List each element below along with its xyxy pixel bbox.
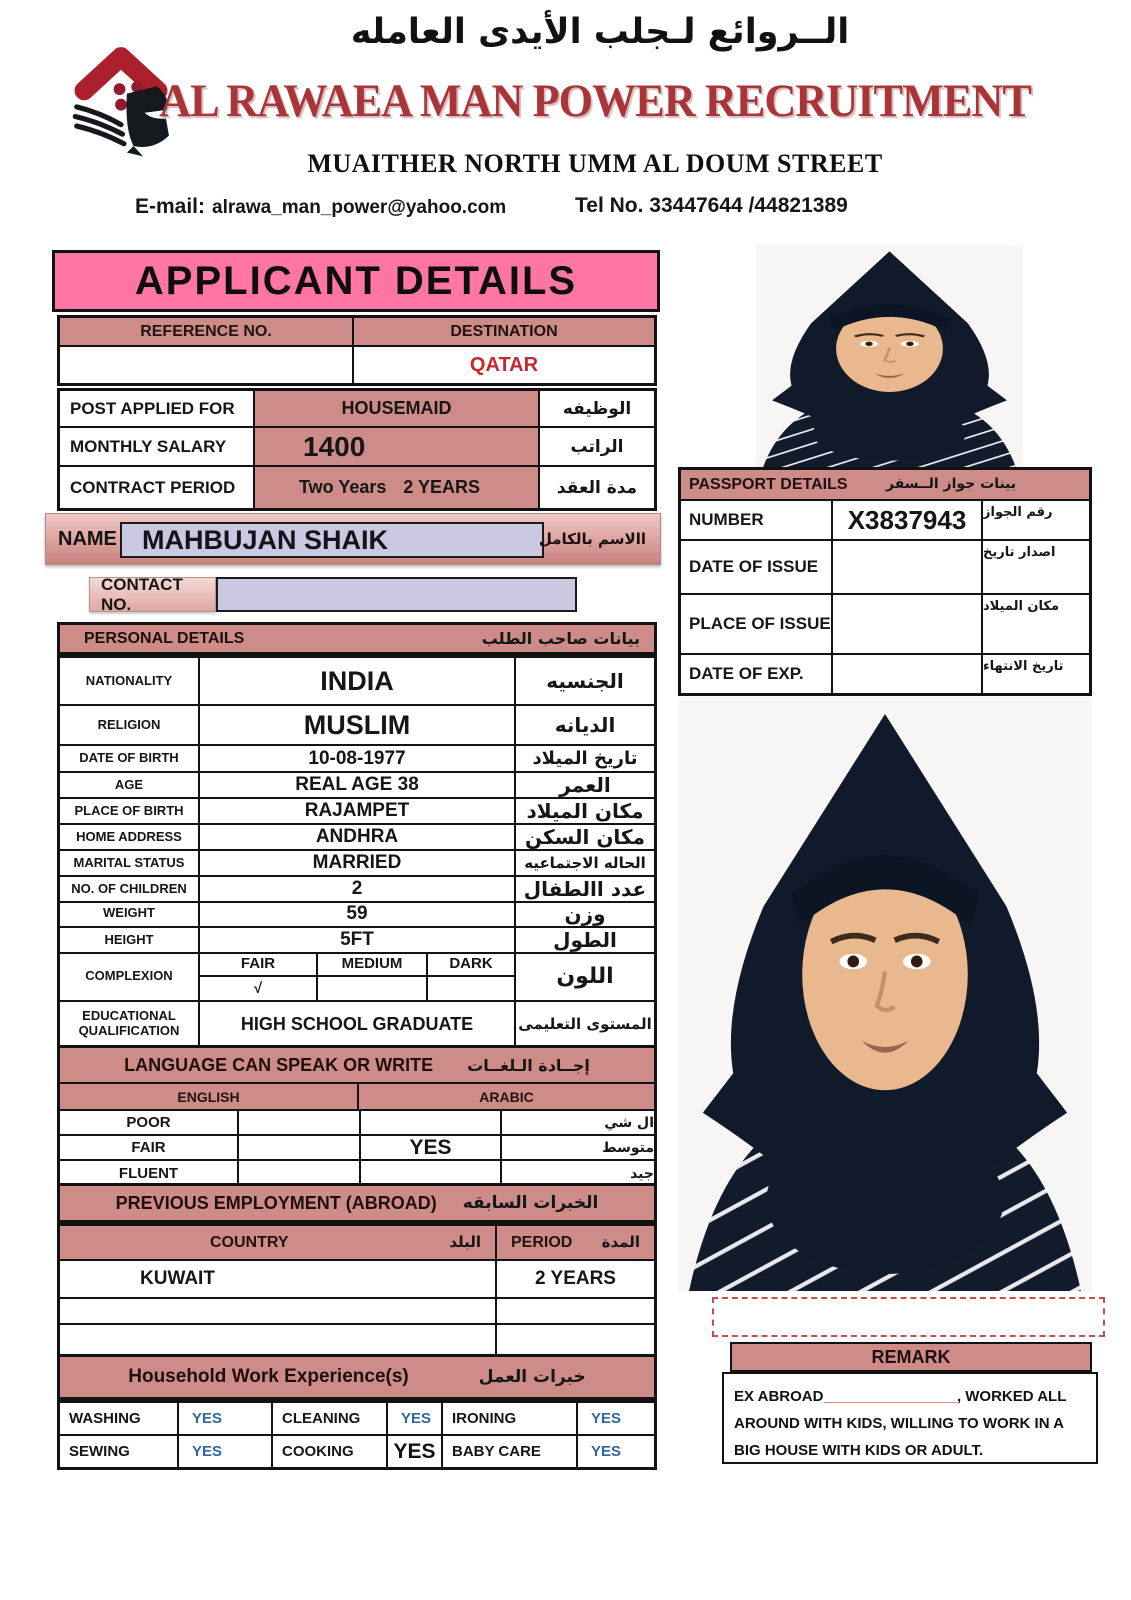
table-row [60, 825, 654, 851]
country-header-label: COUNTRY [210, 1234, 289, 1251]
date-of-exp-value [833, 655, 983, 693]
home-address-value: ANDHRA [200, 825, 516, 851]
passport-details-title-arabic: بينات جواز الــسفر [886, 476, 1017, 492]
contact-no-label: CONTACT NO. [89, 577, 216, 612]
height-arabic: الطول [516, 928, 654, 954]
period-header-arabic: المدة [601, 1233, 640, 1251]
contract-period-value [255, 467, 540, 508]
email-row [135, 195, 506, 219]
previous-employment-title-arabic: الخبرات السابقه [462, 1193, 599, 1213]
no-of-children-arabic: عدد االطفال [516, 877, 654, 903]
passport-row [681, 541, 1089, 595]
country-value [60, 1299, 497, 1325]
passport-row [681, 655, 1089, 693]
complexion-check-fair: √ [200, 977, 318, 1000]
arabic-column-header: ARABIC [359, 1084, 654, 1111]
period-header [497, 1226, 654, 1261]
home-address-arabic: مكان السكن [516, 825, 654, 851]
place-of-issue-value [833, 595, 983, 655]
place-of-issue-arabic: مكان الميلاد [983, 595, 1089, 655]
religion-value: MUSLIM [200, 706, 516, 746]
applicant-details-banner: APPLICANT DETAILS [52, 250, 660, 312]
date-of-issue-arabic: اصدار تاريخ [983, 541, 1089, 595]
sewing-label: SEWING [60, 1436, 179, 1467]
language-table-header [60, 1048, 654, 1084]
fluent-label: FLUENT [60, 1161, 239, 1186]
monthly-salary-value: 1400 [255, 428, 540, 467]
complexion-arabic: اللون [516, 952, 654, 1002]
baby-care-value: YES [591, 1443, 622, 1460]
religion-arabic: الديانه [516, 706, 654, 746]
age-value: REAL AGE 38 [200, 773, 516, 799]
country-value [60, 1325, 497, 1355]
applicant-portrait-icon [678, 697, 1092, 1291]
employment-row [60, 1325, 654, 1355]
complexion-row [60, 952, 654, 1002]
monthly-salary-arabic: الراتب [540, 428, 654, 467]
height-label: HEIGHT [60, 928, 200, 954]
marital-status-arabic: الحاله الاجتماعيه [516, 851, 654, 877]
cooking-label: COOKING [273, 1436, 388, 1467]
reference-no-header: REFERENCE NO. [60, 318, 354, 347]
table-row [60, 746, 654, 773]
remark-part2: , WORKED ALL AROUND WITH KIDS, WILLING TO WORK IN A BIG HOUSE WITH KIDS OR ADULT. [734, 1388, 1067, 1459]
household-work-title-arabic: خبرات العمل [478, 1367, 586, 1387]
date-of-issue-label: DATE OF ISSUE [681, 541, 833, 595]
country-header [60, 1226, 497, 1261]
baby-care-label: BABY CARE [443, 1436, 578, 1467]
cooking-value: YES [388, 1436, 443, 1467]
table-row [60, 928, 654, 952]
contract-period-arabic: مدة العقد [556, 477, 638, 498]
nationality-label: NATIONALITY [60, 658, 200, 706]
name-label-arabic: االاسم بالكامل [538, 530, 646, 548]
washing-label: WASHING [60, 1403, 179, 1436]
date-of-birth-label: DATE OF BIRTH [60, 746, 200, 773]
fair-english-value [239, 1136, 361, 1161]
no-of-children-label: NO. OF CHILDREN [60, 877, 200, 903]
nationality-value: INDIA [200, 658, 516, 706]
email-value: alrawa_man_power@yahoo.com [212, 197, 507, 218]
height-value: 5FT [200, 928, 516, 954]
education-row [60, 1002, 654, 1046]
cleaning-value: YES [388, 1403, 443, 1436]
contract-period-text: Two Years [299, 477, 387, 497]
table-row [60, 658, 654, 706]
fair-arabic-value: YES [361, 1136, 502, 1161]
company-name: AL RAWAEA MAN POWER RECRUITMENT [159, 75, 1031, 127]
remark-underline: ________________ [823, 1388, 957, 1405]
education-value: HIGH SCHOOL GRADUATE [200, 1002, 516, 1046]
fluent-arabic-label: جيد [630, 1165, 654, 1182]
place-of-birth-label: PLACE OF BIRTH [60, 799, 200, 825]
marital-status-value: MARRIED [200, 851, 516, 877]
personal-details-title-arabic: بيانات صاحب الطلب [481, 629, 640, 648]
ironing-label: IRONING [443, 1403, 578, 1436]
complexion-options [200, 952, 516, 1002]
period-value [497, 1299, 654, 1325]
remark-header: REMARK [730, 1342, 1092, 1372]
table-row [60, 851, 654, 877]
poor-label: POOR [60, 1111, 239, 1136]
passport-number-arabic: رقم الجواز [983, 501, 1089, 541]
household-work-header [57, 1354, 657, 1400]
destination-value: QATAR [469, 353, 539, 376]
complexion-option-medium: MEDIUM [318, 952, 428, 977]
home-address-label: HOME ADDRESS [60, 825, 200, 851]
passport-number-value: X3837943 [833, 501, 983, 541]
weight-value: 59 [200, 901, 516, 928]
post-applied-arabic: الوظيفه [540, 391, 654, 428]
complexion-option-dark: DARK [428, 952, 514, 977]
post-applied-table [57, 388, 657, 511]
date-of-exp-label: DATE OF EXP. [681, 655, 833, 693]
personal-details-title: PERSONAL DETAILS [84, 629, 245, 647]
email-label: E-mail: [135, 195, 206, 218]
complexion-check-medium [318, 977, 428, 1000]
applicant-photo-large [678, 697, 1092, 1291]
date-of-exp-arabic: تاريخ الانتهاء [983, 659, 1064, 674]
english-column-header: ENGLISH [60, 1084, 359, 1111]
marital-status-label: MARITAL STATUS [60, 851, 200, 877]
household-work-title: Household Work Experience(s) [128, 1366, 409, 1387]
period-value: 2 YEARS [497, 1261, 654, 1299]
previous-employment-header [57, 1183, 657, 1223]
contract-period-years: 2 YEARS [403, 477, 480, 497]
table-row [60, 877, 654, 901]
monthly-salary-label: MONTHLY SALARY [60, 428, 255, 467]
complexion-option-fair: FAIR [200, 952, 318, 977]
passport-row [681, 501, 1089, 541]
washing-value: YES [179, 1403, 273, 1436]
work-row [60, 1436, 654, 1467]
country-header-arabic: البلد [449, 1233, 481, 1251]
language-row-fair [60, 1136, 654, 1161]
place-of-birth-arabic: مكان الميلاد [516, 799, 654, 825]
place-of-issue-label: PLACE OF ISSUE [681, 595, 833, 655]
education-arabic: المستوى التعليمى [518, 1015, 652, 1033]
name-bar [45, 513, 661, 565]
age-arabic: العمر [516, 773, 654, 799]
dashed-placeholder-box [712, 1297, 1105, 1337]
employment-row [60, 1299, 654, 1325]
place-of-birth-value: RAJAMPET [200, 799, 516, 825]
name-field: MAHBUJAN SHAIK [120, 522, 544, 558]
cleaning-label: CLEANING [273, 1403, 388, 1436]
religion-label: RELIGION [60, 706, 200, 746]
passport-row [681, 595, 1089, 655]
language-title-arabic: إجــادة الـلغــات [467, 1055, 590, 1075]
table-row [60, 799, 654, 825]
poor-arabic-label: ال شي [502, 1111, 654, 1136]
fair-arabic-label: متوسط [502, 1136, 654, 1161]
applicant-photo-small [756, 245, 1023, 467]
work-row [60, 1403, 654, 1436]
passport-details-header [681, 470, 1089, 501]
personal-details-table [57, 655, 657, 1049]
language-table [57, 1045, 657, 1189]
previous-employment-title: PREVIOUS EMPLOYMENT (ABROAD) [115, 1192, 437, 1213]
table-row [60, 901, 654, 928]
reference-destination-table [57, 315, 657, 386]
weight-arabic: وزن [516, 901, 654, 928]
passport-details-table [678, 467, 1092, 696]
company-address: MUAITHER NORTH UMM AL DOUM STREET [307, 149, 883, 178]
name-label: NAME [58, 528, 117, 550]
table-row [60, 706, 654, 746]
date-of-issue-value [833, 541, 983, 595]
period-header-label: PERIOD [511, 1234, 573, 1251]
remark-part1: EX ABROAD [734, 1388, 824, 1405]
sewing-value: YES [179, 1436, 273, 1467]
passport-details-title: PASSPORT DETAILS [689, 475, 848, 493]
remark-text [722, 1372, 1098, 1464]
fair-label: FAIR [60, 1136, 239, 1161]
no-of-children-value: 2 [200, 877, 516, 903]
reference-no-value [60, 347, 354, 383]
date-of-birth-value: 10-08-1977 [200, 746, 516, 773]
complexion-check-dark [428, 977, 514, 1000]
date-of-birth-arabic: تاريخ الميلاد [516, 746, 654, 773]
age-label: AGE [60, 773, 200, 799]
language-columns [60, 1084, 654, 1111]
country-value: KUWAIT [60, 1261, 497, 1299]
contact-no-field [216, 577, 577, 612]
contract-period-label: CONTRACT PERIOD [60, 467, 255, 508]
post-applied-label: POST APPLIED FOR [60, 391, 255, 428]
household-work-table [57, 1400, 657, 1470]
post-applied-value: HOUSEMAID [255, 391, 540, 428]
poor-arabic-value [361, 1111, 502, 1136]
ironing-value: YES [578, 1403, 654, 1436]
applicant-portrait-icon [756, 245, 1023, 467]
personal-details-header [57, 622, 657, 655]
weight-label: WEIGHT [60, 901, 200, 928]
country-period-table [57, 1223, 657, 1358]
language-row-poor [60, 1111, 654, 1136]
employment-row [60, 1261, 654, 1299]
language-title: LANGUAGE CAN SPEAK OR WRITE [124, 1054, 434, 1075]
poor-english-value [239, 1111, 361, 1136]
education-label: EDUCATIONAL QUALIFICATION [60, 1002, 200, 1046]
period-value [497, 1325, 654, 1355]
telephone-numbers: Tel No. 33447644 /44821389 [575, 194, 848, 217]
nationality-arabic: الجنسيه [516, 658, 654, 706]
company-title-arabic: الــروائع لـجلب الأيدى العامله [350, 12, 850, 52]
complexion-label: COMPLEXION [60, 952, 200, 1002]
table-row [60, 773, 654, 799]
destination-header: DESTINATION [354, 318, 654, 347]
passport-number-label: NUMBER [681, 501, 833, 541]
